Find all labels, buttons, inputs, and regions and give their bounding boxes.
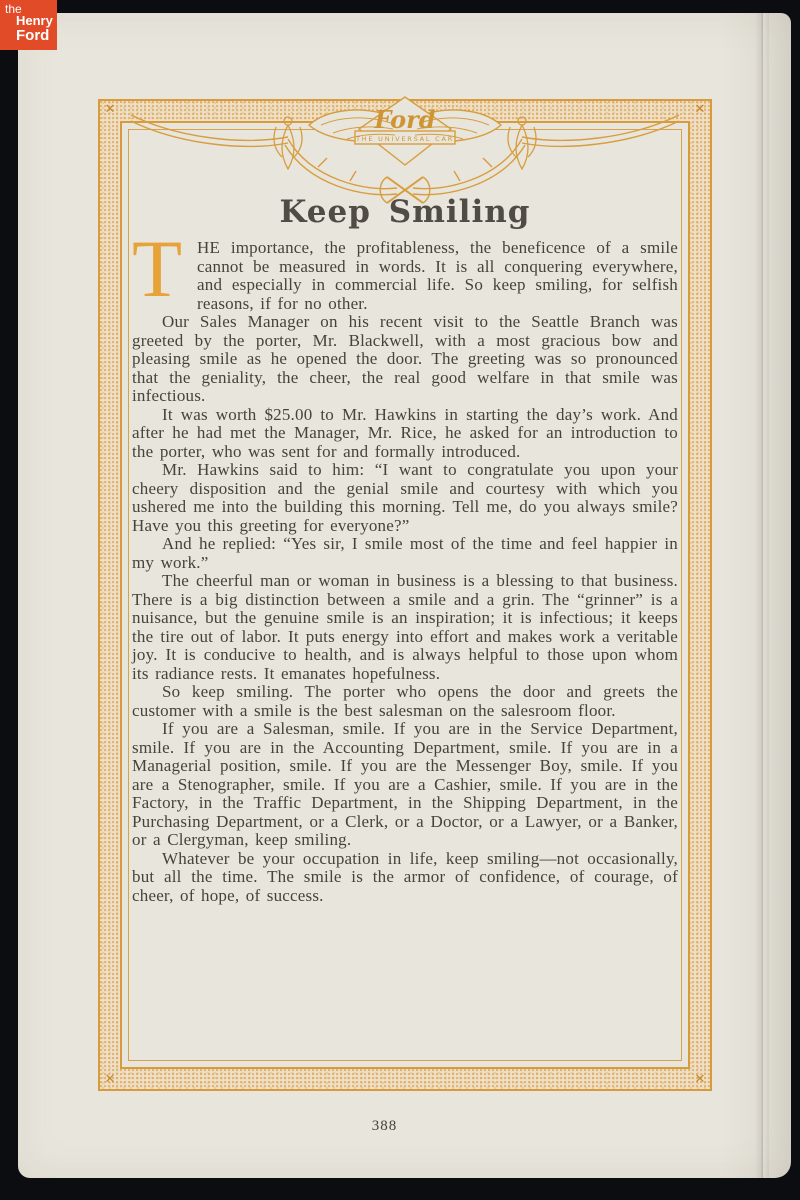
drop-cap: T [132,223,183,314]
body-paragraph: And he replied: “Yes sir, I smile most of the time and feel happier in my work.” [132,534,678,572]
article-body [132,223,678,905]
body-paragraph: If you are a Salesman, smile. If you are in the Service Department, smile. If you are in the Accounting Department, smile. If you are in a Managerial position, smile. If you are the Messenger Boy, smile. If you are a Stenographer, smile. If you are a Cashier, smile. If you are in the Factory, in the Traffic Department, in the Shipping Department, in the Purchasing Department, or a Clerk, or a Doctor, or a Lawyer, or a Banker, or a Clergyman, keep smiling. [132,719,678,849]
ford-universal-car-emblem [125,95,685,205]
body-paragraph: Whatever be your occupation in life, keep smiling—not occasionally, but all the time. The smile is the armor of confidence, of courage, of cheer, of hope, of success. [132,848,678,905]
corner-x-mark: ✕ [104,102,116,117]
page-title: Keep Smiling [279,194,531,230]
body-paragraph: So keep smiling. The porter who opens the door and greets the customer with a smile is the best salesman on the salesroom floor. [132,682,678,720]
page-number: 388 [371,1118,398,1134]
page-crease [755,13,769,1178]
body-paragraph: It was worth $25.00 to Mr. Hawkins in starting the day’s work. And after he had met the Manager, Mr. Rice, he asked for an introduction to the porter, who was sent for and formally introduced. [132,404,678,461]
body-paragraph: Mr. Hawkins said to him: “I want to congratulate you upon your cheery disposition and the genial smile and courtesy with which you ushered me into the building this morning. Tell me, do you always smile? Have you this greeting for everyone?” [132,460,678,535]
watermark-the: the [5,2,22,16]
paragraph-text: HE importance, the profitableness, the beneficence of a smile cannot be measured in words. It is all conquering everywhere, and especially in commercial life. So keep smiling, for selfish reasons, if for no other. [197,238,678,313]
body-paragraph: The cheerful man or woman in business is a blessing to that business. There is a big distinction between a smile and a grin. The “grinner” is a nuisance, but the genuine smile is an inspiration; it is infectious; it keeps the tire out of labor. It puts energy into effort and makes work a veritable joy. It is conducive to health, and is always helpful to those upon whom its radiance rests. It emanates hopefulness. [132,571,678,683]
watermark-henry: Henry [16,13,53,28]
corner-x-mark: ✕ [694,102,706,117]
watermark-ford: Ford [16,27,50,44]
henry-ford-watermark [0,0,57,50]
corner-x-mark: ✕ [694,1072,706,1087]
ornamental-frame [98,99,712,1091]
ford-tagline: THE UNIVERSAL CAR [355,135,455,143]
body-paragraph: Our Sales Manager on his recent visit to the Seattle Branch was greeted by the porter, Mr. Blackwell, with a most gracious bow and pleasing smile as he opened the door. The greeting was so pronounced that the geniality, the cheer, the real good welfare in that smile was infectious. [132,312,678,405]
corner-x-mark: ✕ [104,1072,116,1087]
book-page [18,13,791,1178]
body-paragraph [132,223,678,314]
article-content [132,101,678,1089]
ford-script-logo: Ford [374,105,436,134]
